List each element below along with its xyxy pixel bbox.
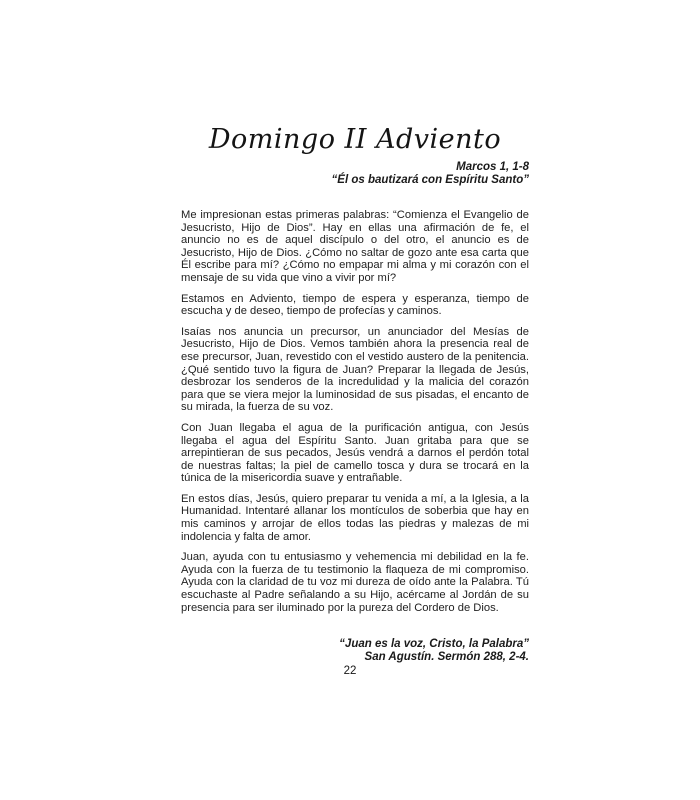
body-paragraph: Con Juan llegaba el agua de la purificación antigua, con Jesús llegaba el agua del Espíritu Santo. Juan gritaba para que se arrepintieran de sus pecados, Jesús vendrá a darnos el perdón total de nuestras faltas; la piel de camello tosca y dura se trocará en la túnica de la misericordia suave y entrañable. xyxy=(181,421,529,485)
closing-quote-block xyxy=(181,638,529,664)
body-text xyxy=(181,209,529,664)
footer-attribution: San Agustín. Sermón 288, 2-4. xyxy=(364,651,529,664)
body-paragraph: Estamos en Adviento, tiempo de espera y esperanza, tiempo de escucha y de deseo, tiempo de profecías y caminos. xyxy=(181,292,529,318)
footer-quote: “Juan es la voz, Cristo, la Palabra” xyxy=(339,638,529,651)
page-title: Domingo II Adviento xyxy=(208,124,502,155)
scripture-quote: “Él os bautizará con Espíritu Santo” xyxy=(331,174,529,186)
page-number: 22 xyxy=(343,665,357,677)
scripture-block xyxy=(181,161,529,187)
body-paragraph: Isaías nos anuncia un precursor, un anunciador del Mesías de Jesucristo, Hijo de Dios. Vemos también ahora la presencia real de ese precursor, Juan, revestido con el vestido austero de la penitencia. ¿Qué sentido tuvo la figura de Juan? Preparar la llegada de Jesús, desbrozar los senderos de la incredulidad y la malicia del corazón para que se viera mejor la luminosidad de sus pisadas, el encanto de su mirada, la fuerza de su voz. xyxy=(181,325,529,414)
body-paragraph: Me impresionan estas primeras palabras: “Comienza el Evangelio de Jesucristo, Hijo de Dios”. Hay en ellas una afirmación de fe, el anuncio no es de aquel discípulo o del otro, el anuncio es de Jesucristo, Hijo de Dios. ¿Cómo no saltar de gozo ante esa carta que Él escribe para mí? ¿Cómo no empapar mi alma y mi corazón con el mensaje de su vida que vino a vivir por mí? xyxy=(181,209,529,284)
scripture-reference: Marcos 1, 1-8 xyxy=(456,161,529,173)
body-paragraph: En estos días, Jesús, quiero preparar tu venida a mí, a la Iglesia, a la Humanidad. Intentaré allanar los montículos de soberbia que hay en mis caminos y arrojar de ellos todas las piedras y malezas de mi indolencia y falta de amor. xyxy=(181,492,529,543)
body-paragraph: Juan, ayuda con tu entusiasmo y vehemencia mi debilidad en la fe. Ayuda con la fuerza de tu testimonio la flaqueza de mi compromiso. Ayuda con la claridad de tu voz mi dureza de oído ante la Palabra. Tú escuchaste al Padre señalando a su Hijo, acércame al Jordán de su presencia para ser iluminado por la pureza del Cordero de Dios. xyxy=(181,551,529,614)
